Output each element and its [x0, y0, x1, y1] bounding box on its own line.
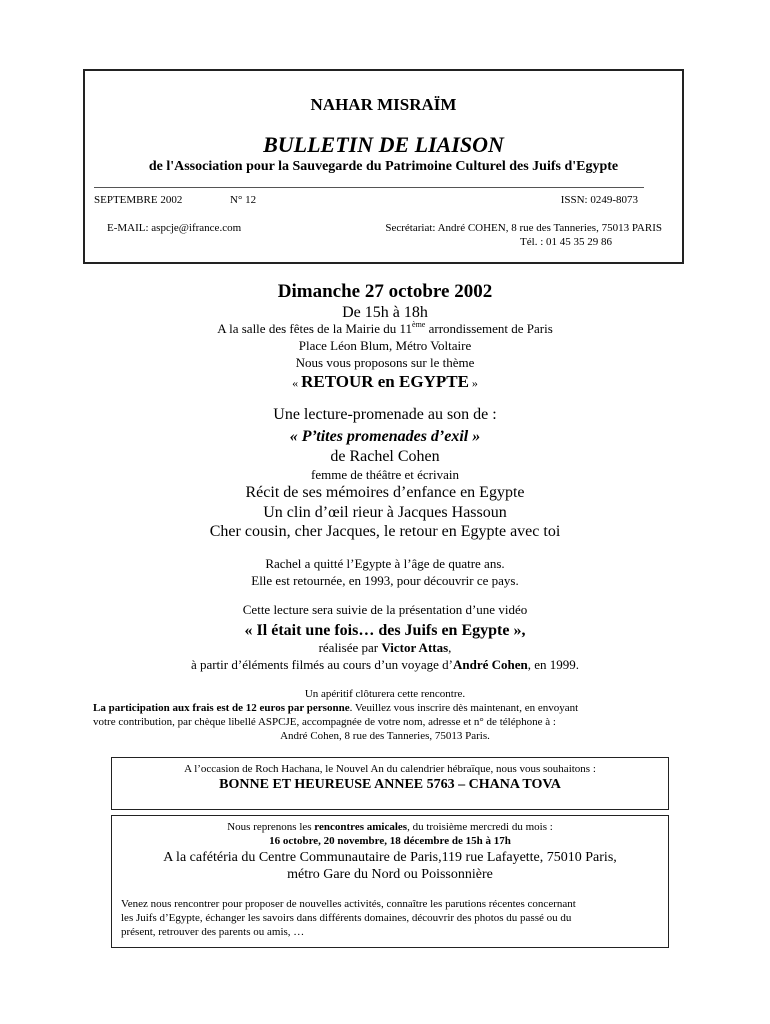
event-date-heading: Dimanche 27 octobre 2002	[277, 281, 493, 302]
theme-open-quote: «	[292, 376, 302, 390]
bio-line-2: Elle est retournée, en 1993, pour découvrir ce pays.	[251, 573, 519, 588]
theme-line	[0, 372, 770, 392]
meetings-intro-bold: rencontres amicales	[314, 821, 408, 833]
video-intro: Cette lecture sera suivie de la présentation d’une vidéo	[242, 602, 528, 617]
meetings-metro: métro Gare du Nord ou Poissonnière	[287, 867, 493, 882]
org-name: NAHAR MISRAÏM	[310, 95, 457, 114]
participation-rest: . Veuillez vous inscrire dès maintenant, en envoyant	[349, 702, 579, 714]
event-place: Place Léon Blum, Métro Voltaire	[298, 338, 472, 353]
reading-line-3: Cher cousin, cher Jacques, le retour en Egypte avec toi	[209, 523, 561, 540]
event-time: De 15h à 18h	[342, 304, 428, 321]
bulletin-subtitle: de l'Association pour la Sauvegarde du Patrimoine Culturel des Juifs d'Egypte	[148, 159, 619, 174]
issue-number: N° 12	[230, 194, 257, 206]
theme-close-quote: »	[468, 376, 478, 390]
meetings-desc-3: présent, retrouver des parents ou amis, …	[121, 926, 305, 938]
event-venue	[0, 321, 770, 337]
video-filmed	[0, 657, 770, 673]
secretariat: Secrétariat: André COHEN, 8 rue des Tanneries, 75013 PARIS	[385, 222, 662, 234]
venue-sup: ème	[412, 320, 426, 329]
filmed-pre: à partir d’éléments filmés au cours d’un voyage d’	[190, 657, 454, 672]
reading-title: « P’tites promenades d’exil »	[289, 428, 481, 445]
theme-intro: Nous vous proposons sur le thème	[295, 355, 475, 370]
address-line: André Cohen, 8 rue des Tanneries, 75013 Paris.	[280, 730, 490, 742]
theme-title: RETOUR en EGYPTE	[301, 372, 469, 391]
meetings-location: A la cafétéria du Centre Communautaire de Paris,119 rue Lafayette, 75010 Paris,	[163, 850, 617, 865]
email: E-MAIL: aspcje@ifrance.com	[107, 222, 242, 234]
new-year-box	[111, 757, 669, 810]
phone: Tél. : 01 45 35 29 86	[520, 236, 612, 248]
bulletin-title: BULLETIN DE LIAISON	[263, 132, 504, 157]
meetings-intro-pre: Nous reprenons les	[227, 821, 315, 833]
director-pre: réalisée par	[318, 640, 382, 655]
new-year-intro: A l’occasion de Roch Hachana, le Nouvel An du calendrier hébraïque, nous vous souhaitons :	[184, 763, 596, 775]
director-name: Victor Attas	[381, 640, 449, 655]
video-title: « Il était une fois… des Juifs en Egypte »,	[244, 622, 526, 639]
author-description: femme de théâtre et écrivain	[311, 467, 459, 482]
contribution-line: votre contribution, par chèque libellé ASPCJE, accompagnée de votre nom, adresse et n° de téléphone à :	[93, 716, 556, 728]
director-post: ,	[448, 640, 452, 655]
venue-text-post: arrondissement de Paris	[425, 321, 553, 336]
reading-line-1: Récit de ses mémoires d’enfance en Egypte	[245, 484, 525, 501]
venue-text: A la salle des fêtes de la Mairie du 11	[217, 321, 413, 336]
filmed-post: , en 1999.	[527, 657, 580, 672]
aperitif-note: Un apéritif clôturera cette rencontre.	[304, 688, 466, 700]
meetings-desc-2: les Juifs d’Egypte, échanger les savoirs dans différents domaines, découvrir des photos du passé ou du	[121, 912, 572, 924]
header-box	[83, 69, 684, 264]
meetings-intro	[112, 821, 668, 833]
meetings-intro-post: , du troisième mercredi du mois :	[407, 821, 553, 833]
participation-bold: La participation aux frais est de 12 euros par personne	[93, 702, 350, 714]
new-year-wishes: BONNE ET HEUREUSE ANNEE 5763 – CHANA TOVA	[219, 777, 561, 792]
bio-line-1: Rachel a quitté l’Egypte à l’âge de quatre ans.	[265, 556, 505, 571]
header-rule	[94, 187, 644, 188]
meetings-desc-1: Venez nous rencontrer pour proposer de nouvelles activités, connaître les parutions récentes concernant	[121, 898, 576, 910]
meetings-box	[111, 815, 669, 948]
video-director	[0, 640, 770, 656]
reading-intro: Une lecture-promenade au son de :	[273, 406, 497, 423]
issn: ISSN: 0249-8073	[560, 194, 638, 206]
meetings-dates: 16 octobre, 20 novembre, 18 décembre de 15h à 17h	[269, 835, 511, 847]
issue-date: SEPTEMBRE 2002	[94, 194, 183, 206]
filmed-name: André Cohen	[453, 657, 528, 672]
reading-line-2: Un clin d’œil rieur à Jacques Hassoun	[263, 504, 507, 521]
participation-line	[93, 702, 578, 714]
reading-author: de Rachel Cohen	[330, 448, 440, 465]
